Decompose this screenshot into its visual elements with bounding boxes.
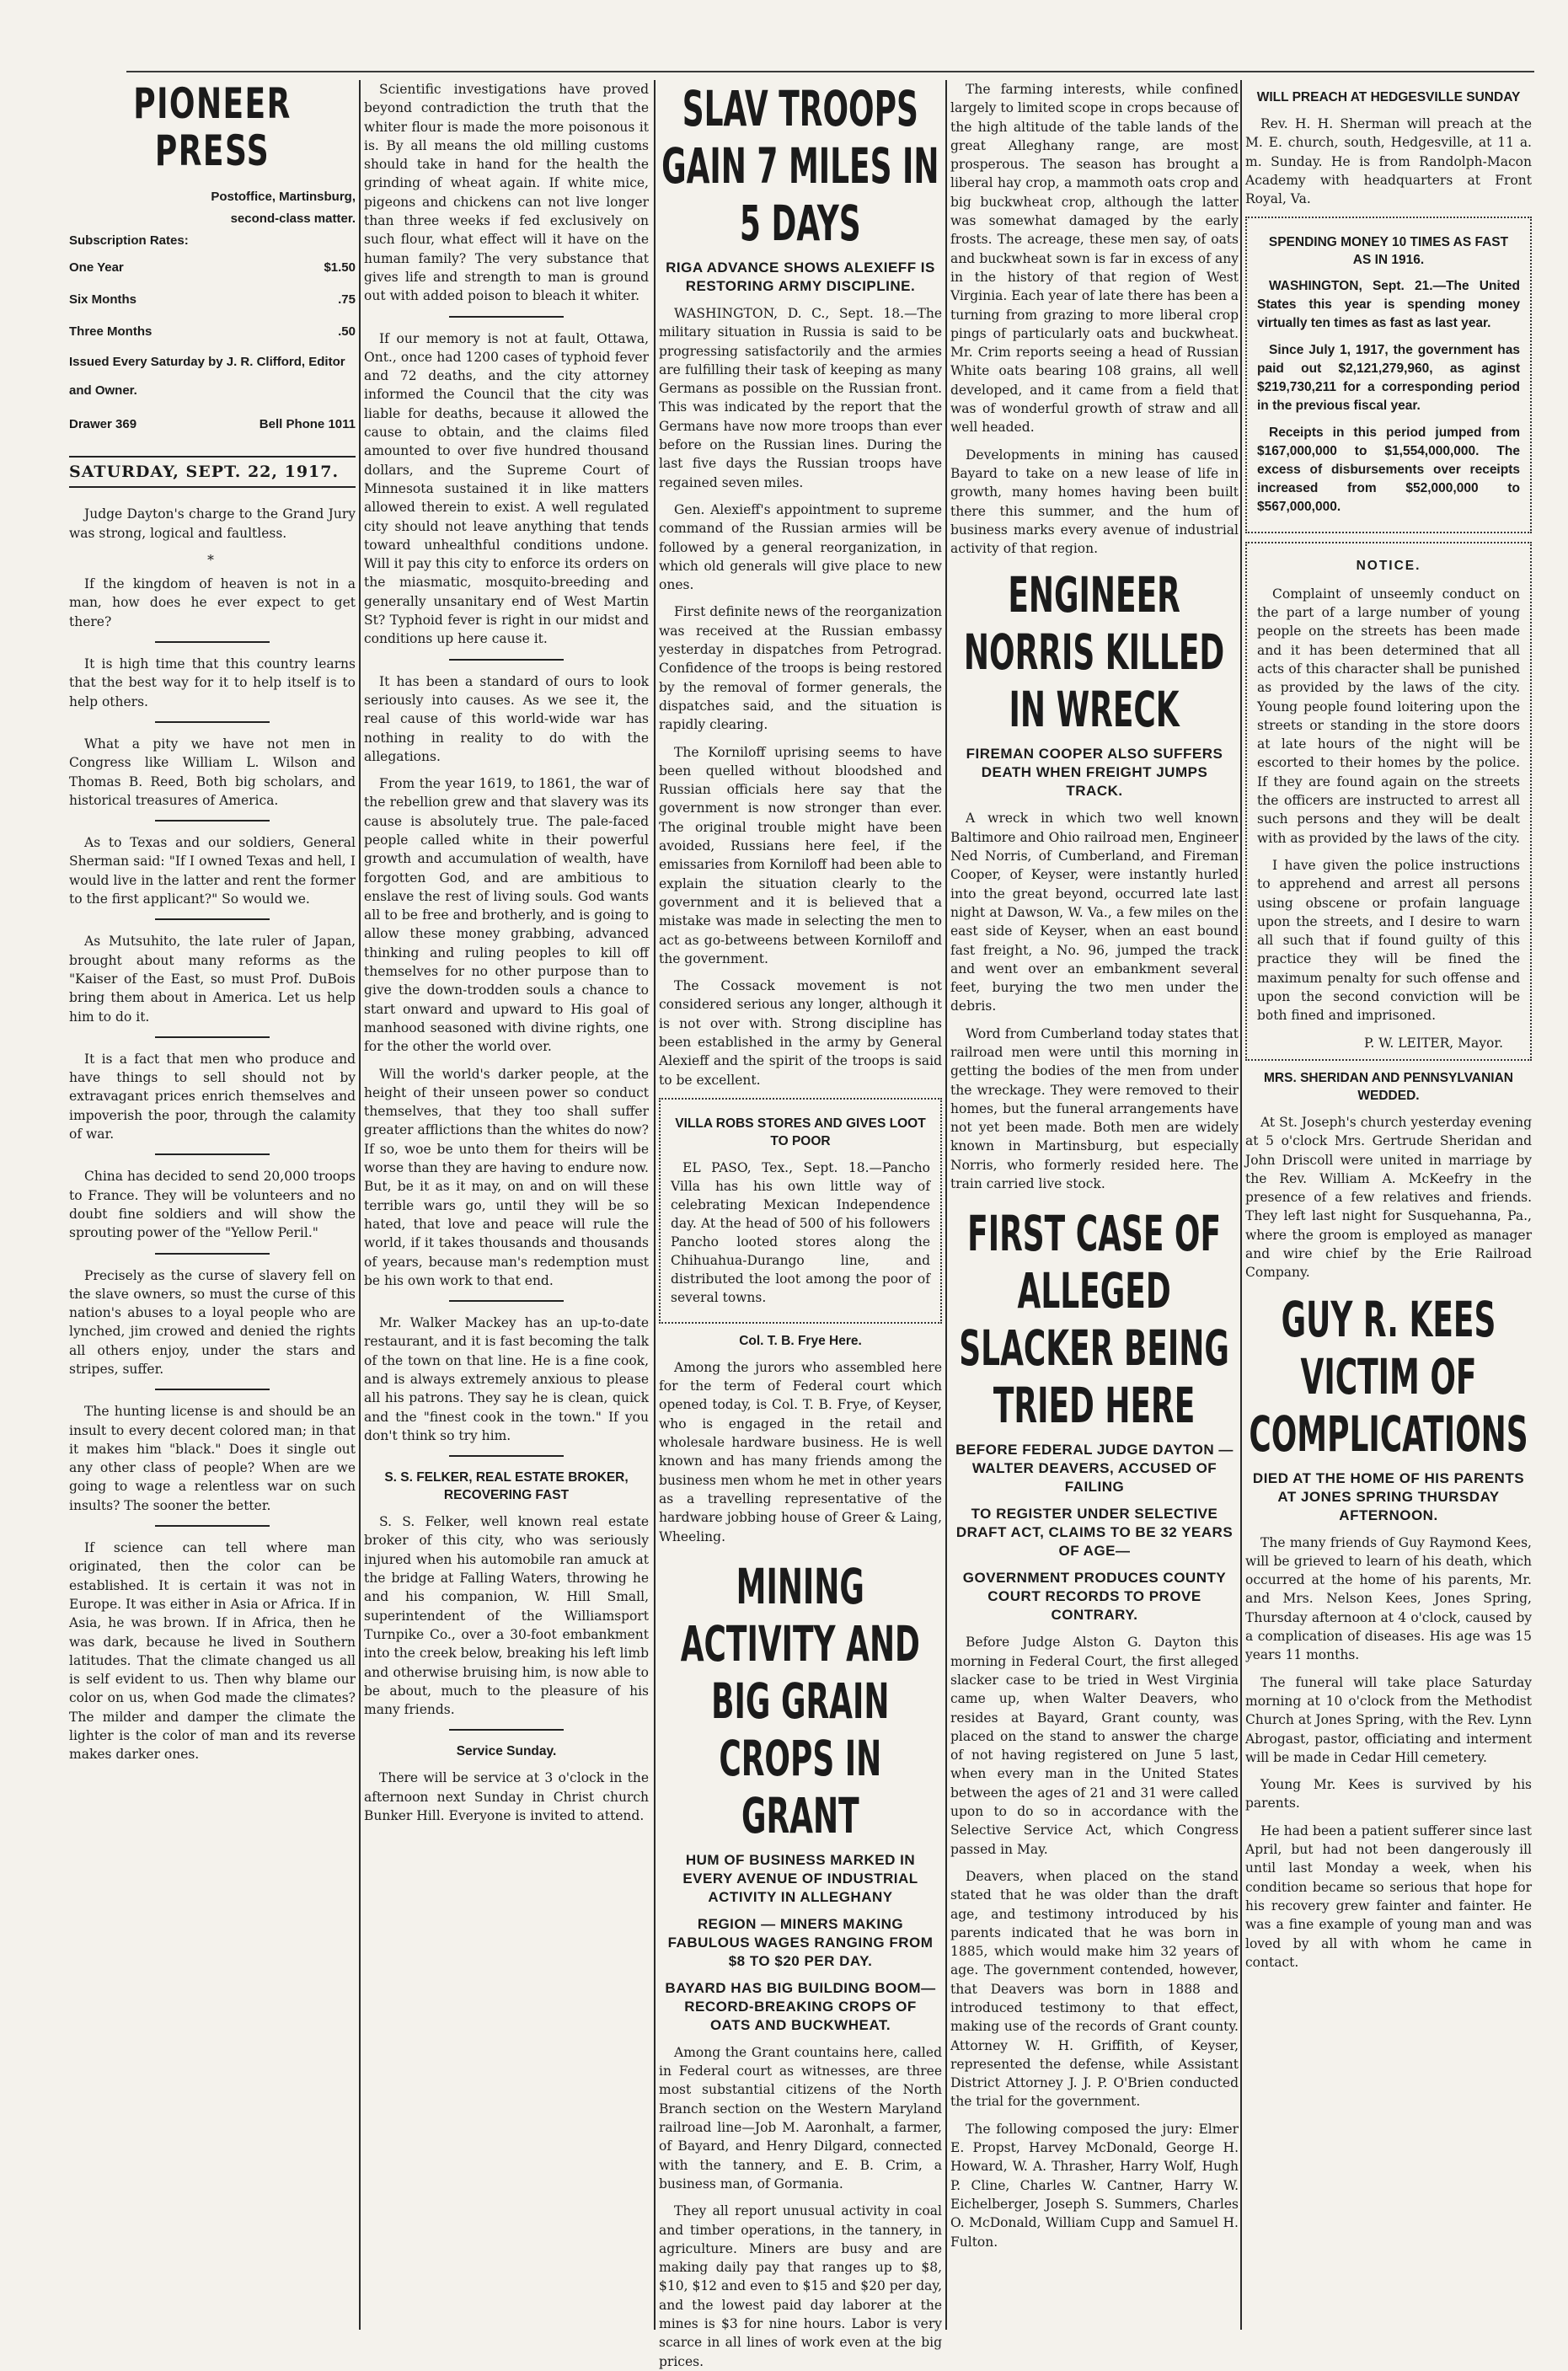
- headline-norris: ENGINEER NORRIS KILLED IN WRECK: [964, 566, 1225, 739]
- article-body: Among the jurors who assembled here for the term of Federal court which opened today, is Col. T. B. Frye, of Keyser, who is engaged in the retail and wholesale hardware business. He is well known and has many friends among the business men whom he met in other years as a travelling representative of the hardware jobbing house of Greer & Laing, Wheeling.: [659, 1359, 942, 1544]
- separator: [449, 1455, 563, 1457]
- masthead-issued: Issued Every Saturday by J. R. Clifford, Editor and Owner.: [69, 355, 345, 398]
- separator: [449, 316, 563, 318]
- separator: [155, 1389, 270, 1390]
- article-heading: S. S. FELKER, REAL ESTATE BROKER, RECOVERING FAST: [384, 1470, 629, 1503]
- editorial-paragraph: Mr. Walker Mackey has an up-to-date restaurant, and it is fast becoming the talk of the town on that line. He is a fine cook, and is always extremely anxious to please all his patrons. They say he is clean, quick and the "finest cook in the town." If you don't think so try him.: [364, 1315, 649, 1443]
- subheadline: BAYARD HAS BIG BUILDING BOOM—RECORD-BREAKING CROPS OF OATS AND BUCKWHEAT.: [665, 1979, 936, 2033]
- rate-row: Three Months .50: [69, 324, 356, 339]
- editorial-paragraph: What a pity we have not men in Congress like William L. Wilson and Thomas B. Reed, Both big scholars, and historical treasures of America.: [69, 736, 356, 808]
- article-heading: VILLA ROBS STORES AND GIVES LOOT TO POOR: [675, 1116, 926, 1148]
- headline-slav-troops: SLAV TROOPS GAIN 7 MILES IN 5 DAYS: [661, 80, 939, 252]
- article-body: Since July 1, 1917, the government has paid out $2,121,279,960, as aginst $219,730,211 for a corresponding period in the previous fiscal year.: [1257, 343, 1520, 414]
- editorial-paragraph: From the year 1619, to 1861, the war of the rebellion grew and that slavery was its cause is absolutely true. The pale-faced people called white in their powerful growth and accumulation of wealth, have forgotten God, and are ambitious to enslave the rest of living souls. God wants all to be free and brotherly, and is going to allow these money grabbing, advanced thinking and ruling peoples to kill off themselves for no other purpose than to give the down-trodden souls a chance to start onward and upward to His goal of manhood seasoned with divine rights, one for the other the world over.: [364, 776, 649, 1055]
- subheadline: GOVERNMENT PRODUCES COUNTY COURT RECORDS TO PROVE CONTRARY.: [962, 1570, 1227, 1624]
- subheadline: REGION — MINERS MAKING FABULOUS WAGES RANGING FROM $8 TO $20 PER DAY.: [667, 1915, 934, 1969]
- subheadline: HUM OF BUSINESS MARKED IN EVERY AVENUE OF INDUSTRIAL ACTIVITY IN ALLEGHANY: [682, 1851, 918, 1905]
- subscription-rates-label: Subscription Rates:: [69, 233, 189, 248]
- separator: [155, 1525, 270, 1527]
- editorial-paragraph: Will the world's darker people, at the height of their unseen power so conduct themselves, that they too shall suffer greater afflictions than the whites do now? If so, woe be unto them for theirs will be worse than they are having to endure now. But, be it as it may, on and on will these terrible wars go, until they will be so hated, that love and peace will rule the world, if it takes thousands and thousands of years, because man's redemption must be his own work to that end.: [364, 1066, 649, 1288]
- editorial-paragraph: If the kingdom of heaven is not in a man, how does he ever expect to get there?: [69, 576, 356, 629]
- article-body: Young Mr. Kees is survived by his parents.: [1245, 1777, 1532, 1812]
- subheadline: DIED AT THE HOME OF HIS PARENTS AT JONES SPRING THURSDAY AFTERNOON.: [1252, 1469, 1525, 1523]
- subheadline: TO REGISTER UNDER SELECTIVE DRAFT ACT, CLAIMS TO BE 32 YEARS OF AGE—: [955, 1506, 1234, 1560]
- article-body: Receipts in this period jumped from $167,000,000 to $1,554,000,000. The excess of disbursements over receipts increased from $52,000,000 to $567,000,000.: [1257, 425, 1520, 515]
- article-body: Rev. H. H. Sherman will preach at the M. E. church, south, Hedgesville, at 11 a. m. Sunday. He is from Randolph-Macon Academy with headquarters at Front Royal, Va.: [1245, 116, 1532, 207]
- article-body: At St. Joseph's church yesterday evening at 5 o'clock Mrs. Gertrude Sheridan and John Driscoll were united in marriage by the Rev. William A. McKeefry in the presence of a few relatives and friends. They left last night for Susquehanna, Pa., where the groom is employed as manager and wire chief by the Erie Railroad Company.: [1245, 1114, 1532, 1281]
- column-rule: [945, 80, 947, 2330]
- column-rule: [654, 80, 656, 2330]
- separator: [155, 721, 270, 723]
- column-news-2: [950, 80, 1239, 2338]
- article-body: The Korniloff uprising seems to have been quelled without bloodshed and Russian officials here say that the government is now stronger than ever. The original trouble might have been avoided, Russians here feel, if the emissaries from Korniloff had been able to explain the situation clearly to the government and it is believed that a mistake was made in selecting the men to act as go-betweens between Korniloff and the government.: [659, 744, 942, 966]
- notice-box: [1245, 542, 1532, 1060]
- editorial-paragraph: It is high time that this country learns that the best way for it to help itself is to help others.: [69, 656, 356, 709]
- rate-row: Six Months .75: [69, 292, 356, 307]
- editorial-paragraph: It has been a standard of ours to look seriously into causes. As we see it, the real cause of this world-wide war has nothing in reality to do with the allegations.: [364, 673, 649, 764]
- masthead-postoffice: Postoffice, Martinsburg,: [211, 190, 356, 204]
- subscription-rates: [69, 252, 356, 348]
- article-body: The following composed the jury: Elmer E. Propst, Harvey McDonald, George H. Howard, W. A. Thrasher, Harry Wolf, Hugh P. Cline, Charles W. Cantner, Harry W. Eichelberger, Joseph S. Summers, Charles O. McDonald, William Cupp and Samuel H. Fulton.: [950, 2121, 1239, 2250]
- article-body: Developments in mining has caused Bayard to take on a new lease of life in growth, many homes having been built there this summer, and the hum of business marks every avenue of industrial activity of that region.: [950, 447, 1239, 557]
- separator: [155, 1036, 270, 1038]
- editorial-paragraph: Scientific investigations have proved beyond contradiction the truth that the whiter flour is made the more poisonous it is. By all means the old milling customs should take in hand for the health the grinding of wheat again. If white mice, pigeons and chickens can not live longer than three weeks if fed exclusively on such flour, what effect will it have on the human family? The very substance that gives life and strength to man is ground out with added poison to bleach it whiter.: [364, 82, 649, 304]
- editorial-paragraph: It is a fact that men who produce and have things to sell should not by extravagant prices enrich themselves and impoverish the poor, through the calamity of war.: [69, 1051, 356, 1143]
- article-body: There will be service at 3 o'clock in the afternoon next Sunday in Christ church Bunker Hill. Everyone is invited to attend.: [364, 1770, 649, 1824]
- headline-kees: GUY R. KEES VICTIM OF COMPLICATIONS: [1249, 1290, 1528, 1463]
- villa-box: [659, 1098, 942, 1324]
- rate-row: One Year $1.50: [69, 260, 356, 275]
- article-body: First definite news of the reorganization was received at the Russian embassy yesterday in dispatches from Petrograd. Confidence of the troops is being restored by the removal of former generals, the dispatches said, and the situation is rapidly clearing.: [659, 604, 942, 733]
- separator: [155, 1253, 270, 1255]
- article-heading: Col. T. B. Frye Here.: [739, 1333, 862, 1348]
- masthead-title: PIONEER PRESS: [133, 79, 292, 175]
- separator: [449, 1300, 563, 1302]
- separator: [155, 641, 270, 643]
- notice-body: Complaint of unseemly conduct on the part of a large number of young people on the streets has been made and it has been determined that all acts of this character shall be punished as provided by the laws of the city. Young people found loitering upon the streets or standing in the store doors at late hours of the night will be escorted to their homes by the police. If they are found again on the streets the officers are instructed to arrest all such persons and they will be dealt with as provided by the laws of the city.: [1257, 586, 1520, 846]
- subheadline: RIGA ADVANCE SHOWS ALEXIEFF IS RESTORING ARMY DISCIPLINE.: [666, 260, 935, 294]
- notice-signature: P. W. LEITER, Mayor.: [1364, 1035, 1503, 1051]
- editorial-paragraph: If our memory is not at fault, Ottawa, Ont., once had 1200 cases of typhoid fever and 72 deaths, and the city attorney informed the Council that the city was liable for deaths, because it allowed the cause to obtain, and the claims filed amounted to over five hundred thousand dollars, and the Supreme Court of Minnesota sustained it in like matters allowed therein to exist. A well regulated city should not leave anything that tends toward unhealthful conditions undone. Will it pay this city to enforce its orders on the miasmatic, mosquito-breeding and generally unsanitary end of West Martin St? Typhoid fever is right in our midst and conditions up here cause it.: [364, 330, 649, 647]
- spending-box: [1245, 217, 1532, 533]
- article-body: Before Judge Alston G. Dayton this morning in Federal Court, the first alleged slacker case to be tried in West Virginia came up, when Walter Deavers, who resides at Bayard, Grant county, was placed on the stand to answer the charge of not having registered on June 5 last, when every man in the United States between the ages of 21 and 31 were called upon to do so in accordance with the Selective Service Act, which Congress passed in May.: [950, 1635, 1239, 1857]
- article-body: The Cossack movement is not considered serious any longer, although it is not over with. Strong discipline has been established in the army by General Alexieff and the spirit of the troops is said to be excellent.: [659, 978, 942, 1088]
- top-rule: [126, 71, 1534, 72]
- separator: [155, 1153, 270, 1155]
- editorial-paragraph: Precisely as the curse of slavery fell on the slave owners, so must the curse of this nation's abuses to a loyal people who are lynched, jim crowed and denied the rights all others enjoy, under the stars and stripes, suffer.: [69, 1267, 356, 1377]
- masthead-contact: Drawer 369 Bell Phone 1011: [69, 417, 356, 431]
- article-heading: WILL PREACH AT HEDGESVILLE SUNDAY: [1256, 90, 1521, 104]
- editorial-paragraph: China has decided to send 20,000 troops to France. They will be volunteers and no doubt fine soldiers and will show the sprouting power of the "Yellow Peril.": [69, 1169, 356, 1241]
- issue-date: SATURDAY, SEPT. 22, 1917.: [69, 456, 356, 488]
- article-body: WASHINGTON, D. C., Sept. 18.—The military situation in Russia is said to be progressing satisfactorily and the armies are fulfilling their task of keeping as many Germans as possible on the Russian front. This was indicated by the report that the Germans have now more troops than ever before on the Russian lines. During the last five days the Russian troops have regained seven miles.: [659, 306, 942, 490]
- article-body: Among the Grant countains here, called in Federal court as witnesses, are three most substantial citizens of the North Branch section on the Western Maryland railroad line—Job M. Aaronhalt, a farmer, of Bayard, and Henry Dilgard, connected with the tannery, and E. B. Crim, a business man, of Gormania.: [659, 2044, 942, 2192]
- separator: [155, 820, 270, 822]
- article-body: WASHINGTON, Sept. 21.—The United States this year is spending money virtually ten times as fast as last year.: [1257, 279, 1520, 331]
- article-body: S. S. Felker, well known real estate broker of this city, who was seriously injured when his automobile ran amuck at the bridge at Falling Waters, throwing he and his companion, W. Hill Small, superintendent of the Williamsport Turnpike Co., over a 30-foot embankment into the creek below, breaking his left limb and otherwise bruising him, is now able to be about, much to the pleasure of his many friends.: [364, 1514, 649, 1718]
- column-editorials: [69, 80, 356, 2338]
- column-rule: [1240, 80, 1242, 2330]
- separator: [449, 659, 563, 661]
- article-body: Word from Cumberland today states that railroad men were until this morning in getting the bodies of the men from under the wreckage. They were removed to their homes, but the funeral arrangements have not yet been made. Both men are widely known in Martinsburg, but especially Norris, who formerly resided here. The train carried live stock.: [950, 1025, 1239, 1192]
- article-body: The funeral will take place Saturday morning at 10 o'clock from the Methodist Church at Jones Spring, with the Rev. Lynn Abrogast, pastor, officiating and interment will be made in Cedar Hill cemetery.: [1245, 1674, 1532, 1765]
- article-body: The farming interests, while confined largely to limited scope in crops because of the high altitude of the table lands of the great Alleghany range, are most prosperous. The season has brought a liberal hay crop, a mammoth oats crop and big buckwheat crop, although the latter was somewhat damaged by the early frosts. The acreage, these men say, of oats and buckwheat sown is far in excess of any in the history of that region of West Virginia. Each year of late there has been a turning from grazing to more liberal crop pings of particularly oats and buckwheat. Mr. Crim reports seeing a head of Russian White oats bearing 108 grains, all well developed, and it came from a field that was of wonderful growth of straw and all well headed.: [950, 82, 1239, 436]
- notice-body: I have given the police instructions to apprehend and arrest all persons using obscene or profain language upon the streets, and I desire to warn all such that if found guilty of this practice they will be fined the maximum penalty for such offense and upon the second conviction will be both fined and imprisoned.: [1257, 857, 1520, 1024]
- headline-mining: MINING ACTIVITY AND BIG GRAIN CROPS IN GRANT: [680, 1557, 921, 1844]
- subheadline: BEFORE FEDERAL JUDGE DAYTON — WALTER DEAVERS, ACCUSED OF FAILING: [955, 1442, 1234, 1496]
- masthead-class: second-class matter.: [230, 211, 356, 226]
- editorial-paragraph: Judge Dayton's charge to the Grand Jury was strong, logical and faultless.: [69, 506, 356, 541]
- article-body: Deavers, when placed on the stand stated that he was older than the draft age, and testimony introduced by his parents indicated that he was born in 1885, which would make him 32 years of age. The government contended, however, that Deavers was born in 1888 and introduced testimony to that effect, making use of the records of Grant county. Attorney W. H. Griffith, of Keyser, represented the defense, while Assistant District Attorney J. J. P. O'Brien conducted the trial for the government.: [950, 1868, 1239, 2110]
- column-rule: [359, 80, 361, 2330]
- editorial-paragraph: As to Texas and our soldiers, General Sherman said: "If I owned Texas and hell, I would live in the latter and rent the former to the first applicant?" So would we.: [69, 835, 356, 907]
- column-news-3: [1245, 80, 1532, 2338]
- article-heading: MRS. SHERIDAN AND PENNSYLVANIAN WEDDED.: [1264, 1070, 1513, 1103]
- article-body: The many friends of Guy Raymond Kees, will be grieved to learn of his death, which occurred at the home of his parents, Mr. and Mrs. Nelson Kees, Jones Spring, Thursday afternoon at 4 o'clock, caused by a complication of diseases. His age was 15 years 11 months.: [1245, 1534, 1532, 1663]
- article-body: A wreck in which two well known Baltimore and Ohio railroad men, Engineer Ned Norris, of Cumberland, and Fireman Cooper, of Keyser, were instantly hurled into the great beyond, occurred late last night at Dawson, W. Va., a few miles on the east side of Keyser, when an east bound fast freight, a No. 96, jumped the track and went over an embankment several feet, burying the two men under the debris.: [950, 811, 1239, 1014]
- article-heading: Service Sunday.: [456, 1744, 557, 1759]
- editorial-paragraph: As Mutsuhito, the late ruler of Japan, brought about many reforms as the "Kaiser of the East, so must Prof. DuBois bring them about in America. Let us help him to do it.: [69, 934, 356, 1025]
- article-body: They all report unusual activity in coal and timber operations, in the tannery, in agriculture. Miners are busy and are making daily pay that ranges up to $8, $10, $12 and even to $15 and $20 per day, and the lowest paid day laborer at the mines is $3 for nine hours. Labor is very scarce in all lines of work even at the big prices.: [659, 2203, 942, 2369]
- article-body: He had been a patient sufferer since last April, but had not been dangerously ill until last Monday a week, when his condition became so serious that hope for his recovery grew fainter and fainter. He was a fine example of young man and was loved by all with whom he came in contact.: [1245, 1822, 1532, 1970]
- editorial-paragraph: The hunting license is and should be an insult to every decent colored man; in that it makes him "black." Does it single out any other class of people? When are we going to wage a relentless war on such insults? The sooner the better.: [69, 1404, 356, 1513]
- separator: [155, 918, 270, 920]
- article-heading: SPENDING MONEY 10 TIMES AS FAST AS IN 1916.: [1268, 235, 1509, 268]
- separator: *: [207, 552, 217, 568]
- column-editorials-2: [364, 80, 649, 2338]
- article-body: EL PASO, Tex., Sept. 18.—Pancho Villa has his own little way of celebrating Mexican Independence day. At the head of 500 of his followers Pancho looted stores along the Chihuahua-Durango line, and distributed the loot among the poor of several towns.: [671, 1159, 930, 1305]
- notice-title: NOTICE.: [1356, 559, 1421, 574]
- headline-slacker: FIRST CASE OF ALLEGED SLACKER BEING TRIED HERE: [959, 1205, 1230, 1435]
- column-news-1: [659, 80, 942, 2369]
- subheadline: FIREMAN COOPER ALSO SUFFERS DEATH WHEN FREIGHT JUMPS TRACK.: [966, 746, 1223, 800]
- separator: [449, 1729, 563, 1731]
- article-body: Gen. Alexieff's appointment to supreme command of the Russian armies will be followed by a general reorganization, in which old generals will give place to new ones.: [659, 501, 942, 593]
- editorial-paragraph: If science can tell where man originated, then the color can be established. It is certain it was not in Europe. It was either in Asia or Africa. If in Asia, he was brown. If in Africa, then he was dark, because he lived in Southern latitudes. That the climate changed us all is self evident to us. Then why blame our color on us, when God made the climates? The milder and damper the climate the lighter is the color of man and its reverse makes darker ones.: [69, 1540, 356, 1763]
